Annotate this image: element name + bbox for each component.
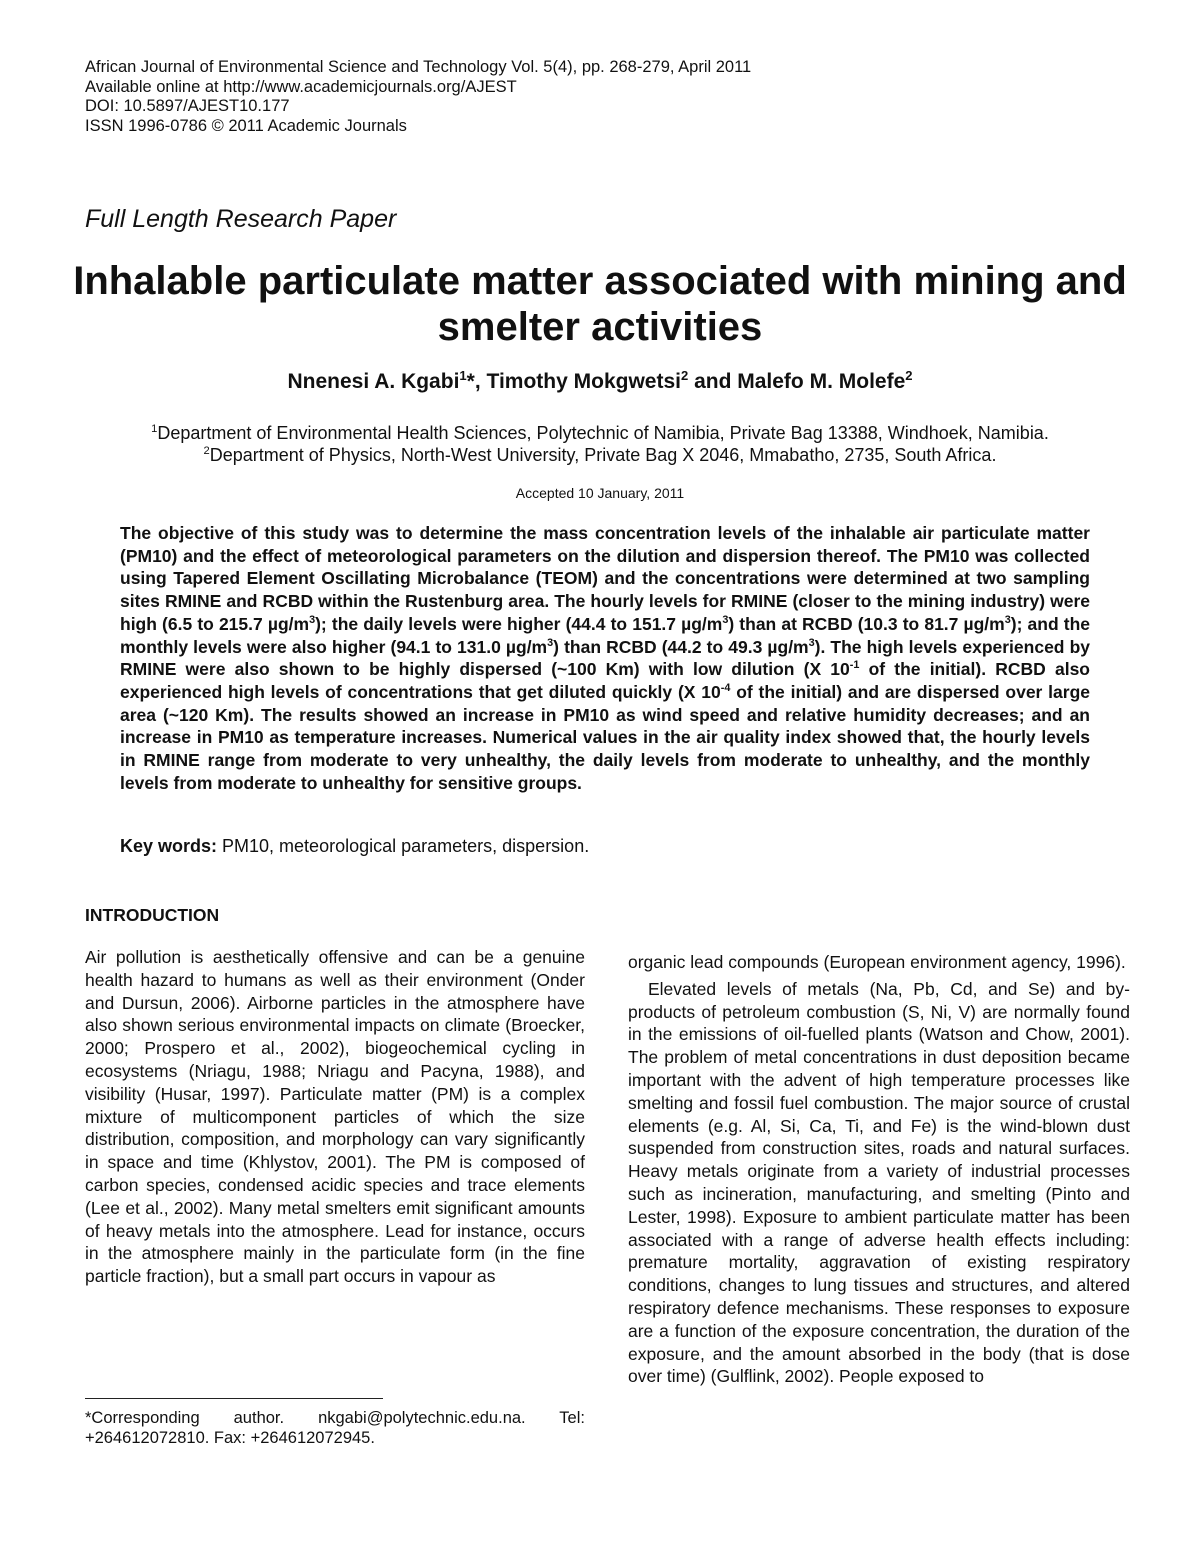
superscript: 3 xyxy=(808,636,815,649)
superscript: 3 xyxy=(1004,613,1011,626)
paper-title: Inhalable particulate matter associated with mining and smelter activities xyxy=(73,259,1127,349)
affiliation xyxy=(40,444,1160,466)
journal-url: Available online at http://www.academicjournals.org/AJEST xyxy=(85,77,517,96)
abstract-text: ) than RCBD (44.2 to 49.3 µg/m xyxy=(553,636,809,657)
journal-header xyxy=(85,58,751,136)
author-affil-sup: 2 xyxy=(680,368,689,383)
affiliation xyxy=(40,422,1160,444)
abstract-text: ). The high levels experienced by RMINE were also shown to be highly dispersed (~100 Km) with low dilution (X 10 xyxy=(120,636,1091,680)
author-separator: and xyxy=(688,370,738,393)
abstract-text: ); the daily levels were higher (44.4 to 151.7 µg/m xyxy=(315,613,723,634)
keywords-label: Key words: xyxy=(120,836,218,856)
abstract-text: of the initial). RCBD also experienced high levels of concentrations that get diluted quickly (X 10 xyxy=(120,659,1090,702)
affiliations xyxy=(40,422,1160,466)
author-affil-sup: 2 xyxy=(905,368,913,383)
superscript: 3 xyxy=(722,613,729,626)
body-paragraph: Elevated levels of metals (Na, Pb, Cd, and Se) and by-products of petroleum combustion (S, Ni, V) are normally found in the emissions of oil-fuelled plants (Watson and Chow, 2001). The problem of metal concentrations in dust deposition became important with the advent of high temperature processes like smelting and fossil fuel combustion. The major source of crustal elements (e.g. Al, Si, Ca, Ti, and Fe) is the wind-blown dust suspended from construction sites, roads and natural surfaces. Heavy metals originate from a variety of industrial processes such as incineration, manufacturing, and smelting (Pinto and Lester, 1998). Exposure to ambient particulate matter has been associated with a range of adverse health effects including: premature mortality, aggravation of existing respiratory conditions, changes to lung tissues and structures, and altered respiratory defence mechanisms. These responses to exposure are a function of the exposure concentration, the duration of the exposure, and the amount absorbed in the body (that is dose over time) (Gulflink, 2002). People exposed to xyxy=(628,978,1130,1387)
body-column-left xyxy=(85,946,585,1288)
author-name: Nnenesi A. Kgabi xyxy=(287,370,460,393)
journal-citation: African Journal of Environmental Science and Technology Vol. 5(4), pp. 268-279, April 2011 xyxy=(85,58,752,76)
affiliation-text: Department of Environmental Health Sciences, Polytechnic of Namibia, Private Bag 13388, Windhoek, Namibia. xyxy=(157,423,1049,443)
body-paragraph: organic lead compounds (European environment agency, 1996). xyxy=(628,952,1126,972)
affiliation-sup: 1 xyxy=(151,423,158,435)
author-list xyxy=(60,370,1140,394)
journal-doi: DOI: 10.5897/AJEST10.177 xyxy=(85,97,290,115)
corresponding-mark: * xyxy=(466,370,475,393)
author-name: Malefo M. Molefe xyxy=(737,370,906,393)
superscript: -1 xyxy=(849,659,860,672)
affiliation-text: Department of Physics, North-West University, Private Bag X 2046, Mmabatho, 2735, South Africa. xyxy=(209,445,997,465)
journal-issn: ISSN 1996-0786 © 2011 Academic Journals xyxy=(85,116,407,135)
abstract-text: The objective of this study was to determine the mass concentration levels of the inhalable air particulate matter (PM10) and the effect of meteorological parameters on the dilution and dispersion thereof. The PM10 was collected using Tapered Element Oscillating Microbalance (TEOM) and the concentrations were determined at two sampling sites RMINE and RCBD within the Rustenburg area. The hourly levels for RMINE (closer to the mining industry) were high (6.5 to 215.7 µg/m xyxy=(120,523,1090,634)
author-name: Timothy Mokgwetsi xyxy=(486,370,681,393)
footnote: *Corresponding author. nkgabi@polytechnic.edu.na. Tel: +264612072810. Fax: +264612072945. xyxy=(85,1409,585,1447)
affiliation-sup: 2 xyxy=(203,445,210,457)
accepted-date: Accepted 10 January, 2011 xyxy=(515,485,685,501)
paper-type: Full Length Research Paper xyxy=(85,205,397,233)
abstract-text: of the initial) and are dispersed over large area (~120 Km). The results showed an increase in PM10 as wind speed and relative humidity decreases; and an increase in PM10 as temperature increases. Numerical values in the air quality index showed that, the hourly levels in RMINE range from moderate to very unhealthy, the daily levels from moderate to unhealthy, and the monthly levels from moderate to unhealthy for sensitive groups. xyxy=(120,681,1091,793)
keywords xyxy=(120,836,589,857)
abstract xyxy=(120,522,1090,794)
body-column-right xyxy=(628,951,1130,1388)
abstract-text: ) than at RCBD (10.3 to 81.7 µg/m xyxy=(728,613,1005,634)
abstract-text: ); and the monthly levels were also higher (94.1 to 131.0 µg/m xyxy=(120,613,1090,657)
keywords-text: PM10, meteorological parameters, dispersion. xyxy=(217,836,590,856)
superscript: 3 xyxy=(309,613,316,626)
superscript: -4 xyxy=(720,682,731,695)
author-affil-sup: 1 xyxy=(459,368,467,383)
superscript: 3 xyxy=(547,636,554,649)
body-paragraph: Air pollution is aesthetically offensive and can be a genuine health hazard to humans as well as their environment (Onder and Dursun, 2006). Airborne particles in the atmosphere have also shown serious environmental impacts on climate (Broecker, 2000; Prospero et al., 2002), biogeochemical cycling in ecosystems (Nriagu, 1988; Nriagu and Pacyna, 1988), and visibility (Husar, 1997). Particulate matter (PM) is a complex mixture of multicomponent particles of which the size distribution, composition, and morphology can vary significantly in space and time (Khlystov, 2001). The PM is composed of carbon species, condensed acidic species and trace elements (Lee et al., 2002). Many metal smelters emit significant amounts of heavy metals into the atmosphere. Lead for instance, occurs in the atmosphere mainly in the particulate form (in the fine particle fraction), but a small part occurs in vapour as xyxy=(85,947,585,1287)
author-separator: , xyxy=(474,370,487,393)
section-heading: INTRODUCTION xyxy=(85,905,220,925)
footnote-divider xyxy=(85,1398,383,1399)
